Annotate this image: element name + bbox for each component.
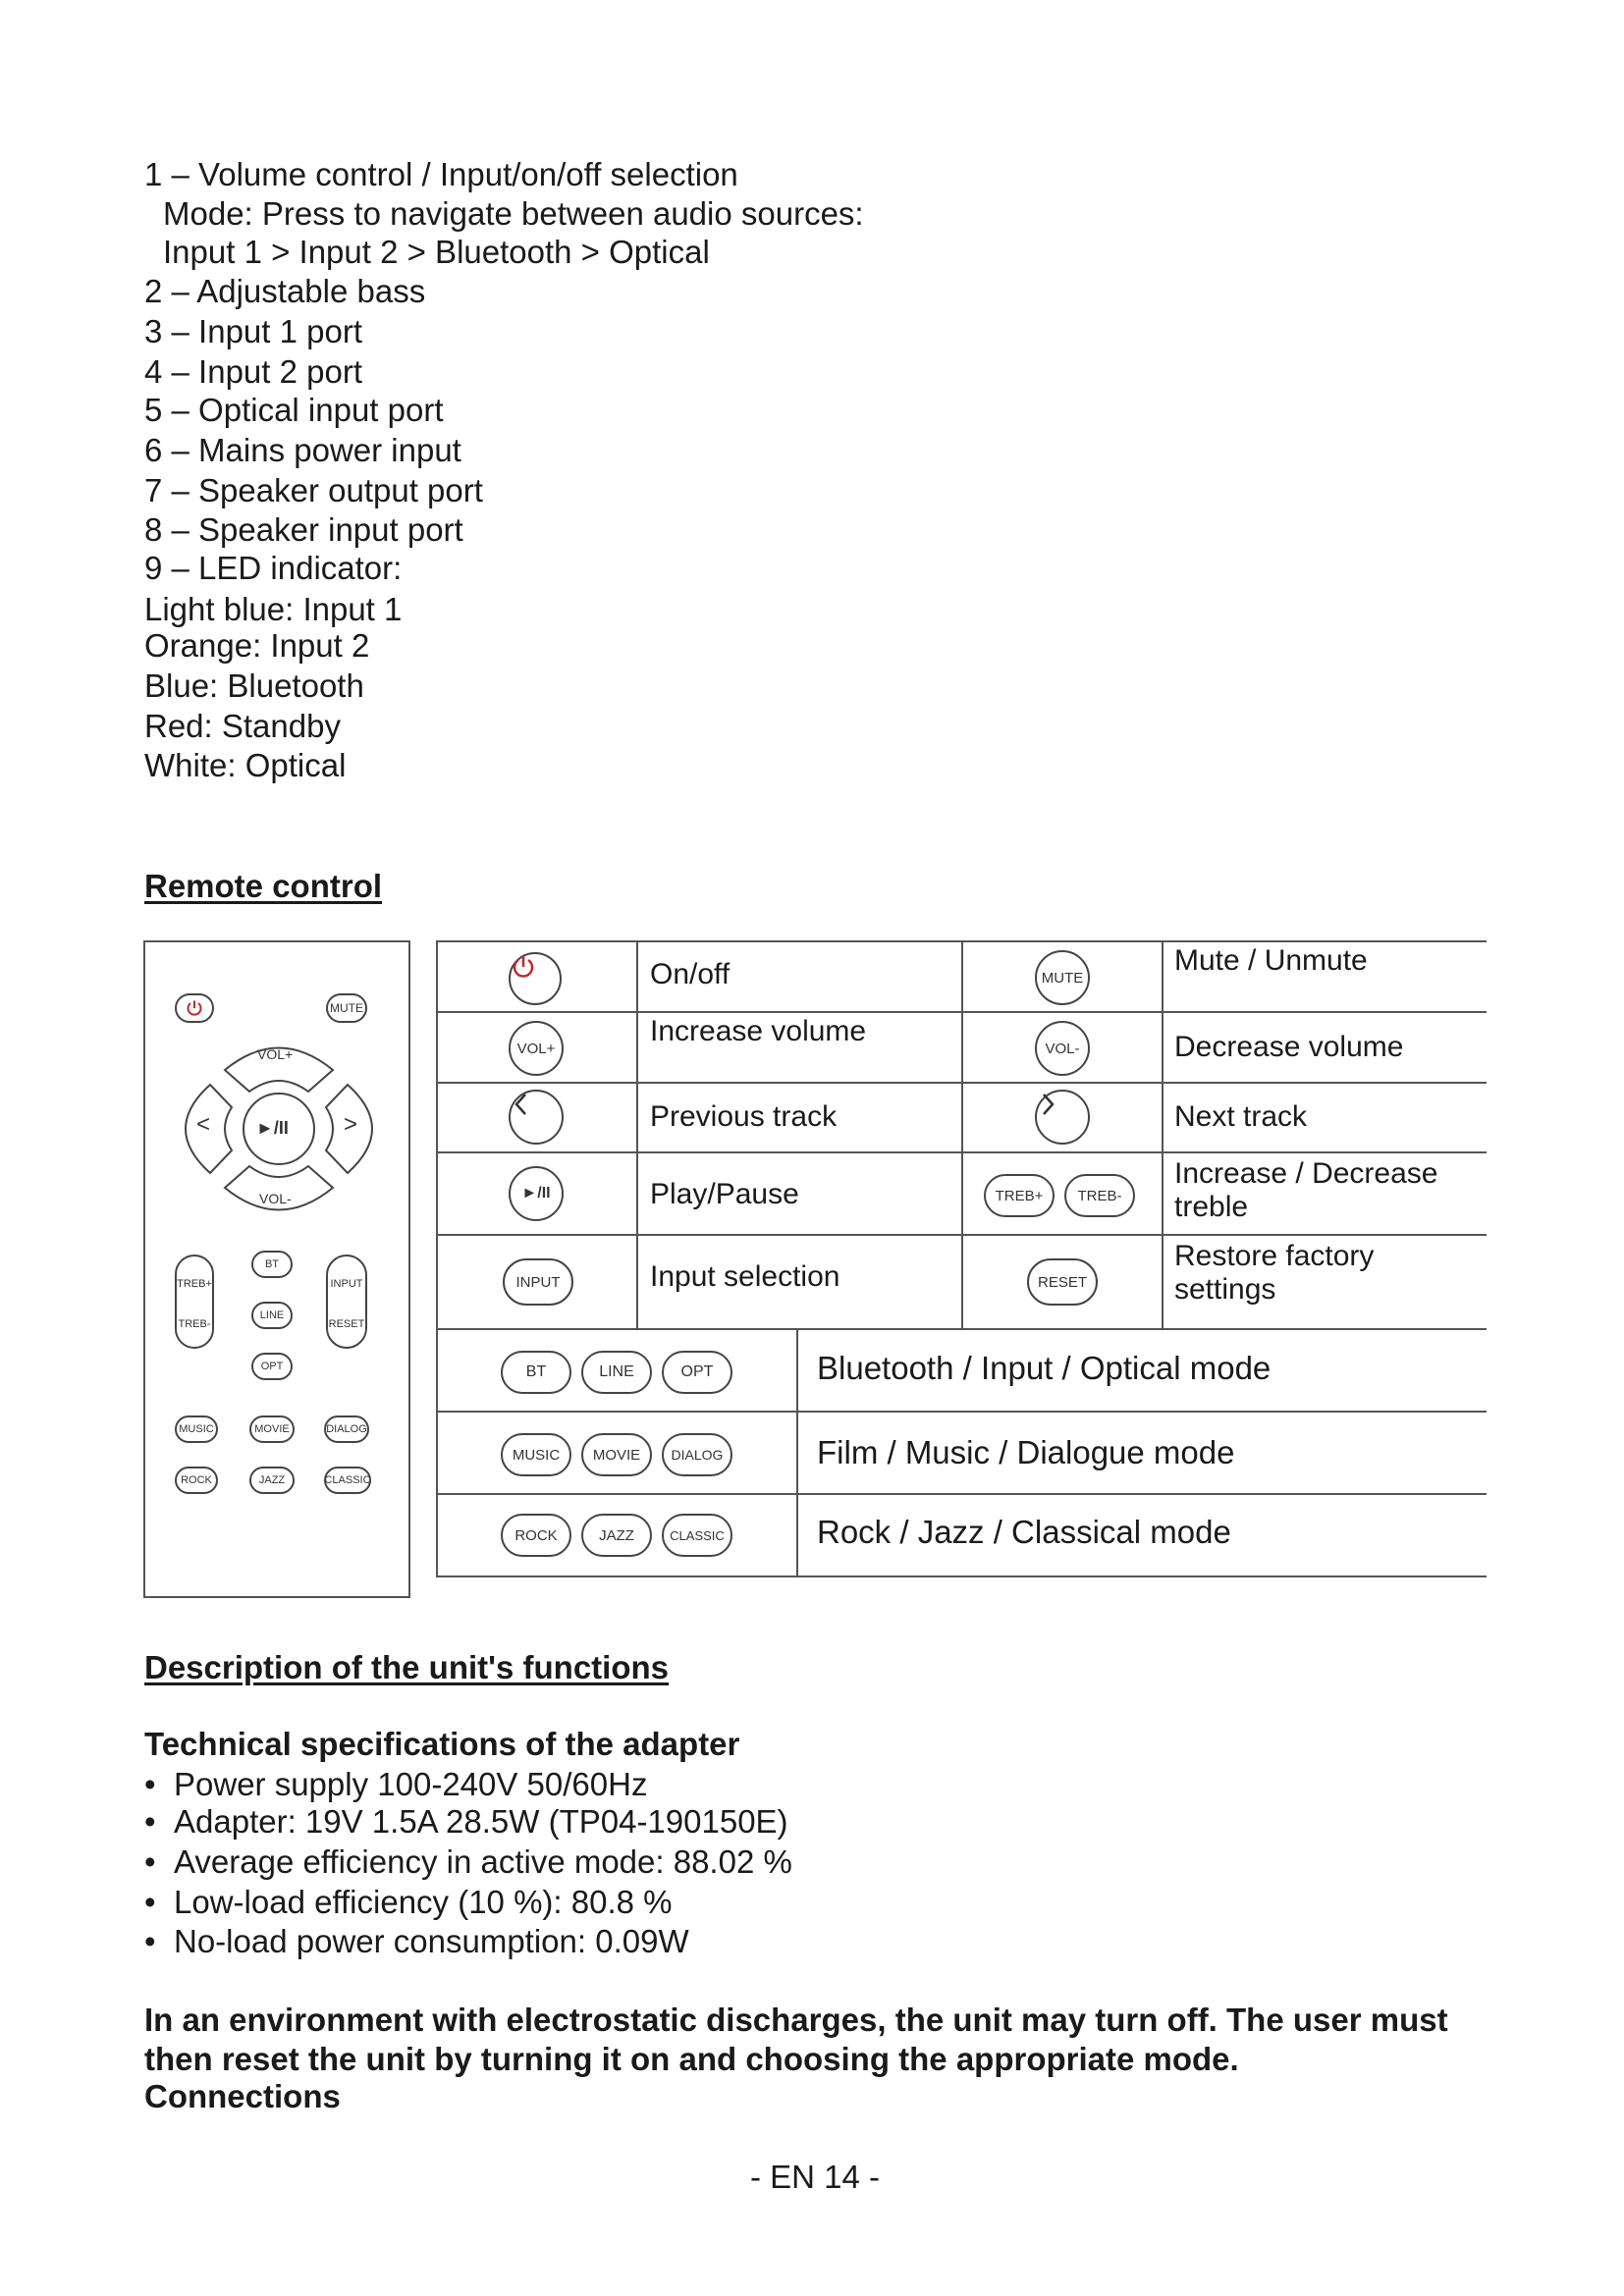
remote-input-reset-pill <box>326 1255 367 1349</box>
mute-unmute-label: Mute / Unmute <box>1174 944 1368 977</box>
previous-track-label: Previous track <box>650 1100 838 1133</box>
rock-jazz-classical-mode-label: Rock / Jazz / Classical mode <box>817 1514 1231 1550</box>
remote-bt-button: BT <box>251 1251 293 1278</box>
remote-mute-button: MUTE <box>326 993 367 1023</box>
line-6: 4 – Input 2 port <box>144 353 362 390</box>
line-10: 8 – Speaker input port <box>144 511 463 548</box>
remote-next-label: > <box>344 1111 358 1138</box>
remote-power-button <box>175 993 214 1023</box>
table-input-button: INPUT <box>503 1258 573 1306</box>
table-treb-down-button: TREB- <box>1064 1174 1135 1217</box>
table-music-button: MUSIC <box>501 1433 571 1476</box>
table-vol-up-button: VOL+ <box>509 1021 564 1076</box>
table-vol-down-button: VOL- <box>1035 1021 1090 1076</box>
unit-functions-heading: Description of the unit's functions <box>144 1649 670 1685</box>
spec-item: • Low-load efficiency (10 %): 80.8 % <box>144 1884 673 1920</box>
line-16: White: Optical <box>144 747 347 783</box>
line-4: 2 – Adjustable bass <box>144 273 426 309</box>
restore-label-2: settings <box>1174 1273 1276 1306</box>
table-line-button: LINE <box>581 1351 652 1394</box>
spec-item: • Adapter: 19V 1.5A 28.5W (TP04-190150E) <box>144 1803 788 1840</box>
table-play-button: ►/II <box>509 1166 564 1221</box>
next-track-label: Next track <box>1174 1100 1308 1133</box>
spec-item: • Average efficiency in active mode: 88.02 % <box>144 1843 792 1880</box>
bt-input-optical-mode-label: Bluetooth / Input / Optical mode <box>817 1350 1272 1386</box>
remote-control-heading: Remote control <box>144 868 383 904</box>
remote-vol-up-label: VOL+ <box>257 1046 294 1062</box>
spec-text: Power supply 100-240V 50/60Hz <box>174 1766 648 1802</box>
decrease-volume-label: Decrease volume <box>1174 1031 1404 1063</box>
chevron-left-icon <box>511 1092 532 1117</box>
power-icon <box>511 954 536 980</box>
remote-reset-label: RESET <box>328 1318 365 1330</box>
line-9: 7 – Speaker output port <box>144 472 483 508</box>
connections-heading: Connections <box>144 2078 341 2114</box>
play-pause-label: Play/Pause <box>650 1178 799 1210</box>
remote-treb-up-label: TREB+ <box>177 1278 212 1290</box>
table-classic-button: CLASSIC <box>662 1514 732 1557</box>
line-8: 6 – Mains power input <box>144 432 461 468</box>
remote-music-button: MUSIC <box>175 1415 218 1443</box>
remote-prev-label: < <box>196 1111 211 1138</box>
table-movie-button: MOVIE <box>581 1433 652 1476</box>
input-selection-label: Input selection <box>650 1260 840 1293</box>
line-12: Light blue: Input 1 <box>144 591 403 627</box>
remote-play-label: ►/II <box>256 1118 289 1138</box>
remote-button-table <box>436 940 1487 1578</box>
table-jazz-button: JAZZ <box>581 1514 652 1557</box>
table-prev-button <box>509 1090 564 1145</box>
remote-vol-down-label: VOL- <box>259 1191 292 1206</box>
treble-label-2: treble <box>1174 1191 1249 1223</box>
page-number: - EN 14 - <box>750 2159 881 2195</box>
specs-heading: Technical specifications of the adapter <box>144 1726 740 1762</box>
table-next-button <box>1035 1090 1090 1145</box>
line-13: Orange: Input 2 <box>144 627 370 664</box>
restore-label-1: Restore factory <box>1174 1240 1375 1272</box>
remote-treble-pill <box>175 1255 214 1349</box>
spec-text: Low-load efficiency (10 %): 80.8 % <box>174 1884 673 1920</box>
table-mute-button: MUTE <box>1035 950 1090 1005</box>
increase-volume-label: Increase volume <box>650 1015 867 1047</box>
line-11: 9 – LED indicator: <box>144 550 403 586</box>
table-treb-up-button: TREB+ <box>984 1174 1055 1217</box>
table-opt-button: OPT <box>662 1351 732 1394</box>
table-power-button <box>509 952 562 1005</box>
chevron-right-icon <box>1037 1092 1058 1117</box>
onoff-label: On/off <box>650 958 731 990</box>
remote-movie-button: MOVIE <box>249 1415 295 1443</box>
remote-treb-down-label: TREB- <box>178 1318 211 1330</box>
table-dialog-button: DIALOG <box>662 1433 732 1476</box>
film-music-dialogue-mode-label: Film / Music / Dialogue mode <box>817 1434 1235 1470</box>
remote-opt-button: OPT <box>251 1353 293 1380</box>
spec-text: Average efficiency in active mode: 88.02 % <box>174 1843 792 1880</box>
remote-illustration <box>143 940 410 1598</box>
warning-line-1: In an environment with electrostatic discharges, the unit may turn off. The user must <box>144 2002 1448 2038</box>
line-2: Mode: Press to navigate between audio sources: <box>163 195 864 232</box>
line-1: 1 – Volume control / Input/on/off selection <box>144 156 738 192</box>
remote-jazz-button: JAZZ <box>249 1467 295 1494</box>
line-7: 5 – Optical input port <box>144 392 444 428</box>
table-rock-button: ROCK <box>501 1514 571 1557</box>
spec-item: • No-load power consumption: 0.09W <box>144 1923 689 1959</box>
remote-line-button: LINE <box>251 1302 293 1329</box>
table-bt-button: BT <box>501 1351 571 1394</box>
line-14: Blue: Bluetooth <box>144 667 364 704</box>
remote-classic-button: CLASSIC <box>324 1467 371 1494</box>
line-5: 3 – Input 1 port <box>144 313 362 349</box>
table-reset-button: RESET <box>1027 1258 1098 1306</box>
power-icon <box>186 999 203 1017</box>
remote-input-label: INPUT <box>330 1278 363 1290</box>
treble-label-1: Increase / Decrease <box>1174 1157 1438 1190</box>
spec-text: Adapter: 19V 1.5A 28.5W (TP04-190150E) <box>174 1803 788 1840</box>
remote-rock-button: ROCK <box>175 1467 218 1494</box>
line-15: Red: Standby <box>144 708 341 744</box>
spec-item: • Power supply 100-240V 50/60Hz <box>144 1766 648 1802</box>
line-3: Input 1 > Input 2 > Bluetooth > Optical <box>163 234 710 270</box>
remote-dialog-button: DIALOG <box>324 1415 369 1443</box>
spec-text: No-load power consumption: 0.09W <box>174 1923 689 1959</box>
warning-line-2: then reset the unit by turning it on and choosing the appropriate mode. <box>144 2041 1239 2077</box>
